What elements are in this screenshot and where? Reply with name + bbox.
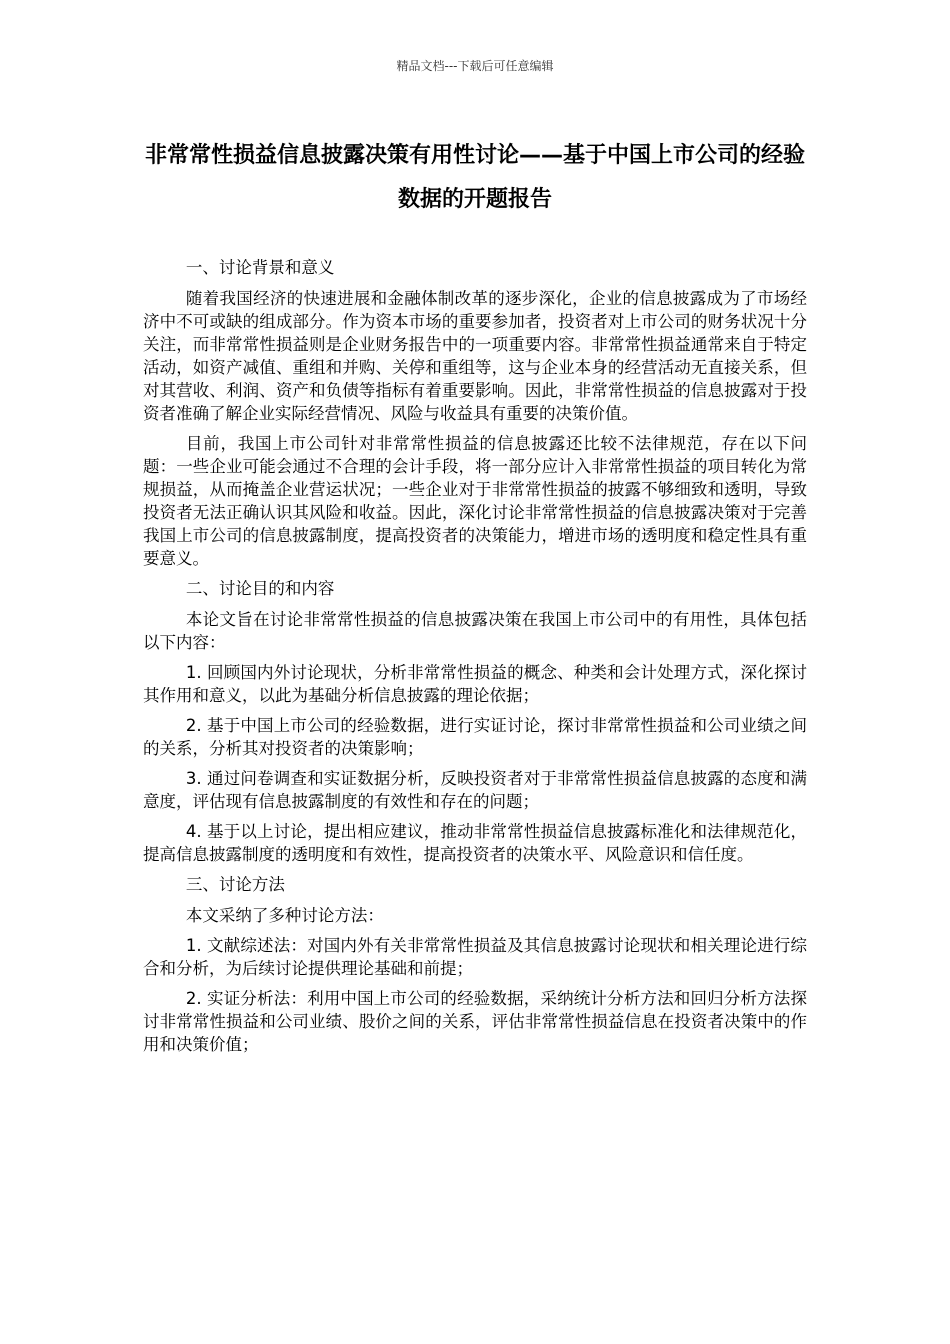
section-heading-objectives: 二、讨论目的和内容	[185, 579, 335, 598]
list-item-objective-4: 4. 基于以上讨论，提出相应建议，推动非常常性损益信息披露标准化和法律规范化，提高信息披露制度的透明度和有效性，提高投资者的决策水平、风险意识和信任度。	[143, 822, 807, 864]
list-item-objective-2: 2. 基于中国上市公司的经验数据，进行实证讨论，探讨非常常性损益和公司业绩之间的关系，分析其对投资者的决策影响；	[143, 716, 807, 758]
paragraph-objectives-intro: 本论文旨在讨论非常常性损益的信息披露决策在我国上市公司中的有用性，具体包括以下内容：	[143, 610, 807, 652]
document-body	[143, 256, 807, 1063]
page-header-note: 精品文档---下载后可任意编辑	[396, 59, 554, 73]
list-item-objective-1: 1. 回顾国内外讨论现状，分析非常常性损益的概念、种类和会计处理方式，深化探讨其作用和意义，以此为基础分析信息披露的理论依据；	[143, 663, 807, 705]
list-item-objective-3: 3. 通过问卷调查和实证数据分析，反映投资者对于非常常性损益信息披露的态度和满意度，评估现有信息披露制度的有效性和存在的问题；	[143, 769, 807, 811]
section-heading-background: 一、讨论背景和意义	[185, 258, 335, 277]
paragraph-background: 随着我国经济的快速进展和金融体制改革的逐步深化，企业的信息披露成为了市场经济中不可或缺的组成部分。作为资本市场的重要参加者，投资者对上市公司的财务状况十分关注，而非常常性损益则是企业财务报告中的一项重要内容。非常常性损益通常来自于特定活动，如资产减值、重组和并购、关停和重组等，这与企业本身的经营活动无直接关系，但对其营收、利润、资产和负债等指标有着重要影响。因此，非常常性损益的信息披露对于投资者准确了解企业实际经营情况、风险与收益具有重要的决策价值。	[143, 289, 807, 423]
list-item-method-2: 2. 实证分析法：利用中国上市公司的经验数据，采纳统计分析方法和回归分析方法探讨非常常性损益和公司业绩、股价之间的关系，评估非常常性损益信息在投资者决策中的作用和决策价值；	[143, 989, 807, 1054]
document-title: 非常常性损益信息披露决策有用性讨论——基于中国上市公司的经验数据的开题报告	[144, 143, 805, 212]
paragraph-current-issues: 目前，我国上市公司针对非常常性损益的信息披露还比较不法律规范，存在以下问题：一些企业可能会通过不合理的会计手段，将一部分应计入非常常性损益的项目转化为常规损益，从而掩盖企业营运状况；一些企业对于非常常性损益的披露不够细致和透明，导致投资者无法正确认识其风险和收益。因此，深化讨论非常常性损益的信息披露决策对于完善我国上市公司的信息披露制度，提高投资者的决策能力，增进市场的透明度和稳定性具有重要意义。	[143, 434, 807, 568]
section-heading-methods: 三、讨论方法	[185, 875, 285, 894]
list-item-method-1: 1. 文献综述法：对国内外有关非常常性损益及其信息披露讨论现状和相关理论进行综合和分析，为后续讨论提供理论基础和前提；	[143, 936, 807, 978]
paragraph-methods-intro: 本文采纳了多种讨论方法：	[185, 906, 384, 925]
